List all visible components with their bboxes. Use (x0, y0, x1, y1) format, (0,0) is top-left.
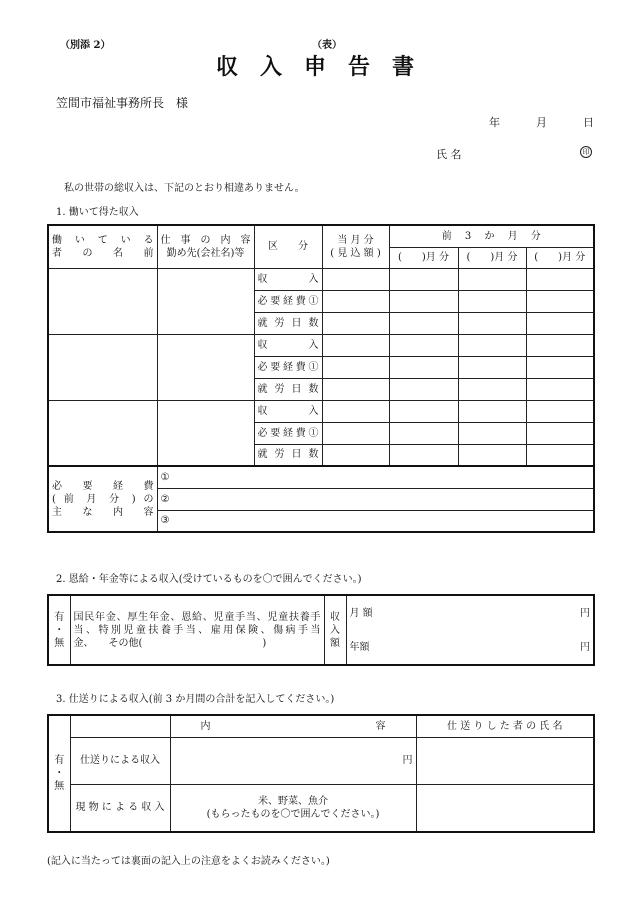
remittance-amount-field[interactable]: 円 (170, 737, 416, 784)
page-title: 収 入 申 告 書 (215, 54, 414, 80)
row-days-label: 就 労 日 数 (254, 444, 322, 466)
seal-icon: 印 (580, 146, 592, 158)
input-cell[interactable] (322, 334, 389, 356)
job-cell[interactable] (157, 334, 254, 400)
input-cell[interactable] (526, 312, 594, 334)
income-amount-label: 収 入 額 (324, 595, 346, 665)
blank-header (70, 715, 170, 737)
input-cell[interactable] (322, 290, 389, 312)
input-cell[interactable] (526, 400, 594, 422)
date-year-label: 年 (489, 116, 500, 129)
row-expense-label: 必要経費① (254, 356, 322, 378)
remittance-income-table (47, 714, 595, 833)
category-header: 区 分 (254, 225, 322, 268)
date-day-label: 日 (583, 116, 594, 129)
row-days-label: 就 労 日 数 (254, 378, 322, 400)
job-cell[interactable] (157, 400, 254, 466)
input-cell[interactable] (389, 268, 458, 290)
job-cell[interactable] (157, 268, 254, 334)
in-kind-income-label: 現 物 に よ る 収 入 (70, 784, 170, 832)
row-expense-label: 必要経費① (254, 422, 322, 444)
monthly-amount-field[interactable]: 月 額 円 (346, 595, 594, 630)
section1-title: 1. 働いて得た収入 (56, 207, 139, 218)
remittance-income-label: 仕送りによる収入 (70, 737, 170, 784)
row-expense-label: 必要経費① (254, 290, 322, 312)
input-cell[interactable] (389, 444, 458, 466)
input-cell[interactable] (389, 400, 458, 422)
declaration-text: 私の世帯の総収入は、下記のとおり相違ありません。 (64, 183, 305, 194)
sender-name-field-2[interactable] (416, 784, 594, 832)
input-cell[interactable] (389, 312, 458, 334)
month-header-3: ( )月 分 (526, 247, 594, 268)
pension-yesno[interactable]: 有 ・ 無 (48, 595, 70, 665)
input-cell[interactable] (458, 334, 526, 356)
front-side-label: （表） (312, 40, 342, 51)
worker-name-cell[interactable] (48, 400, 157, 466)
input-cell[interactable] (458, 312, 526, 334)
prev-3-months-header: 前 3 か 月 分 (389, 225, 594, 247)
input-cell[interactable] (526, 422, 594, 444)
sender-name-header: 仕 送 り し た 者 の 氏 名 (416, 715, 594, 737)
row-income-label: 収 入 (254, 334, 322, 356)
pension-types[interactable]: 国民年金、厚生年金、恩給、児童手当、児童扶養手 当、特別児童扶養手当、雇用保険、傷病手当 金、 その他( ) (70, 595, 324, 665)
month-header-2: ( )月 分 (458, 247, 526, 268)
input-cell[interactable] (322, 312, 389, 334)
pension-income-table (47, 594, 595, 666)
input-cell[interactable] (322, 400, 389, 422)
worker-name-cell[interactable] (48, 334, 157, 400)
input-cell[interactable] (526, 268, 594, 290)
input-cell[interactable] (458, 290, 526, 312)
addressee: 笠間市福祉事務所長 様 (56, 96, 189, 110)
job-description-header: 仕 事 の 内 容 勤め先(会社名)等 (157, 225, 254, 268)
row-days-label: 就 労 日 数 (254, 312, 322, 334)
input-cell[interactable] (389, 356, 458, 378)
input-cell[interactable] (389, 378, 458, 400)
input-cell[interactable] (322, 268, 389, 290)
section2-title: 2. 恩給・年金等による収入(受けているものを〇で囲んでください。) (56, 574, 362, 585)
worker-name-header: 働 い て い る 者 の 名 前 (48, 225, 157, 268)
in-kind-content[interactable]: 米、野菜、魚介 (もらったものを〇で囲んでください。) (170, 784, 416, 832)
name-label: 氏 名 (436, 148, 462, 161)
input-cell[interactable] (526, 356, 594, 378)
input-cell[interactable] (389, 334, 458, 356)
row-income-label: 収 入 (254, 400, 322, 422)
seal-mark (580, 146, 592, 158)
input-cell[interactable] (389, 422, 458, 444)
expense-item-3[interactable]: ③ (157, 510, 594, 532)
footer-note: (記入に当たっては裏面の記入上の注意をよくお読みください。) (47, 856, 330, 867)
input-cell[interactable] (458, 422, 526, 444)
input-cell[interactable] (526, 444, 594, 466)
content-header: 内 容 (170, 715, 416, 737)
remittance-yesno[interactable]: 有 ・ 無 (48, 715, 70, 832)
input-cell[interactable] (526, 378, 594, 400)
input-cell[interactable] (458, 400, 526, 422)
input-cell[interactable] (526, 290, 594, 312)
sender-name-field-1[interactable] (416, 737, 594, 784)
expense-item-1[interactable]: ① (157, 466, 594, 488)
expense-item-2[interactable]: ② (157, 488, 594, 510)
input-cell[interactable] (458, 356, 526, 378)
input-cell[interactable] (322, 422, 389, 444)
current-month-header: 当 月 分 ( 見 込 額 ) (322, 225, 389, 268)
input-cell[interactable] (322, 444, 389, 466)
input-cell[interactable] (322, 378, 389, 400)
worker-name-cell[interactable] (48, 268, 157, 334)
date-month-label: 月 (536, 116, 547, 129)
input-cell[interactable] (458, 444, 526, 466)
input-cell[interactable] (389, 290, 458, 312)
month-header-1: ( )月 分 (389, 247, 458, 268)
earned-income-table (47, 224, 595, 533)
attachment-label: （別添 2） (60, 40, 111, 51)
input-cell[interactable] (458, 268, 526, 290)
expense-detail-label: 必 要 経 費 ( 前 月 分 ) の 主 な 内 容 (48, 466, 157, 532)
row-income-label: 収 入 (254, 268, 322, 290)
yearly-amount-field[interactable]: 年額 円 (346, 630, 594, 665)
input-cell[interactable] (526, 334, 594, 356)
input-cell[interactable] (458, 378, 526, 400)
input-cell[interactable] (322, 356, 389, 378)
section3-title: 3. 仕送りによる収入(前 3 か月間の合計を記入してください。) (56, 694, 335, 705)
